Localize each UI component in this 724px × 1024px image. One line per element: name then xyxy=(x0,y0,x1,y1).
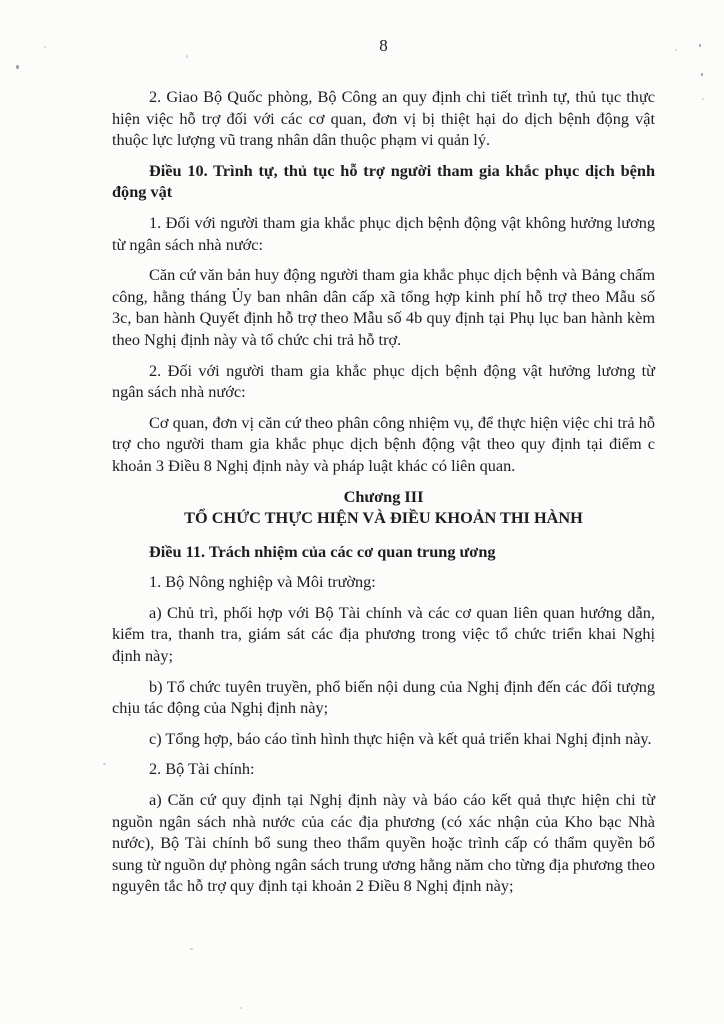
scan-speck xyxy=(44,46,46,48)
article-11-item-1b: b) Tổ chức tuyên truyền, phổ biến nội dung của Nghị định đến các đối tượng chịu tác động của Nghị định này; xyxy=(112,676,655,718)
chapter-3-label: Chương III xyxy=(343,486,424,506)
article-10-clause-1: 1. Đối với người tham gia khắc phục dịch bệnh động vật không hưởng lương từ ngân sách nhà nước: xyxy=(112,212,655,254)
scan-speck xyxy=(675,49,677,51)
article-11-heading: Điều 11. Trách nhiệm của các cơ quan trung ương xyxy=(149,541,496,561)
scan-speck xyxy=(190,948,193,950)
article-11-item-2: 2. Bộ Tài chính: xyxy=(149,759,255,779)
scan-speck xyxy=(240,1007,242,1009)
article-10-heading: Điều 10. Trình tự, thủ tục hỗ trợ người tham gia khắc phục dịch bệnh động vật xyxy=(112,160,655,202)
scan-speck xyxy=(702,98,704,100)
article-11-item-2a: a) Căn cứ quy định tại Nghị định này và báo cáo kết quả thực hiện chi từ nguồn ngân sách nhà nước của các địa phương (có xác nhận của Kho bạc Nhà nước), Bộ Tài chính bổ sung theo thẩm quyền hoặc trình cấp có thẩm quyền bổ sung từ nguồn dự phòng ngân sách trung ương hằng năm cho từng địa phương theo nguyên tắc hỗ trợ quy định tại khoản 2 Điều 8 Nghị định này; xyxy=(112,790,655,896)
article-11-item-1c: c) Tổng hợp, báo cáo tình hình thực hiện và kết quả triển khai Nghị định này. xyxy=(149,728,652,748)
scan-speck xyxy=(16,65,19,69)
scan-speck xyxy=(103,763,106,765)
chapter-3-title: TỔ CHỨC THỰC HIỆN VÀ ĐIỀU KHOẢN THI HÀNH xyxy=(184,508,583,528)
article-10-clause-2: 2. Đối với người tham gia khắc phục dịch bệnh động vật hưởng lương từ ngân sách nhà nước: xyxy=(112,360,655,402)
scan-speck xyxy=(186,55,188,58)
page-number: 8 xyxy=(379,36,388,55)
paragraph-clause-2-defense: 2. Giao Bộ Quốc phòng, Bộ Công an quy định chi tiết trình tự, thủ tục thực hiện việc hỗ trợ đối với các cơ quan, đơn vị bị thiệt hại do dịch bệnh động vật thuộc lực lượng vũ trang nhân dân thuộc phạm vi quản lý. xyxy=(112,87,655,150)
article-11-item-1a: a) Chủ trì, phối hợp với Bộ Tài chính và các cơ quan liên quan hướng dẫn, kiểm tra, thanh tra, giám sát các địa phương trong việc tổ chức triển khai Nghị định này; xyxy=(112,602,655,666)
article-11-item-1: 1. Bộ Nông nghiệp và Môi trường: xyxy=(149,572,376,592)
article-10-clause-1-detail: Căn cứ văn bản huy động người tham gia khắc phục dịch bệnh và Bảng chấm công, hằng tháng Ủy ban nhân dân cấp xã tổng hợp kinh phí hỗ trợ theo Mẫu số 3c, ban hành Quyết định hỗ trợ theo Mẫu số 4b quy định tại Phụ lục ban hành kèm theo Nghị định này và tổ chức chi trả hỗ trợ. xyxy=(112,265,655,349)
scan-speck xyxy=(701,73,703,76)
article-10-clause-2-detail: Cơ quan, đơn vị căn cứ theo phân công nhiệm vụ, để thực hiện việc chi trả hỗ trợ cho người tham gia khắc phục dịch bệnh động vật theo quy định tại điểm c khoản 3 Điều 8 Nghị định này và pháp luật khác có liên quan. xyxy=(112,412,655,475)
scan-speck xyxy=(699,44,701,47)
page-content xyxy=(112,86,655,906)
